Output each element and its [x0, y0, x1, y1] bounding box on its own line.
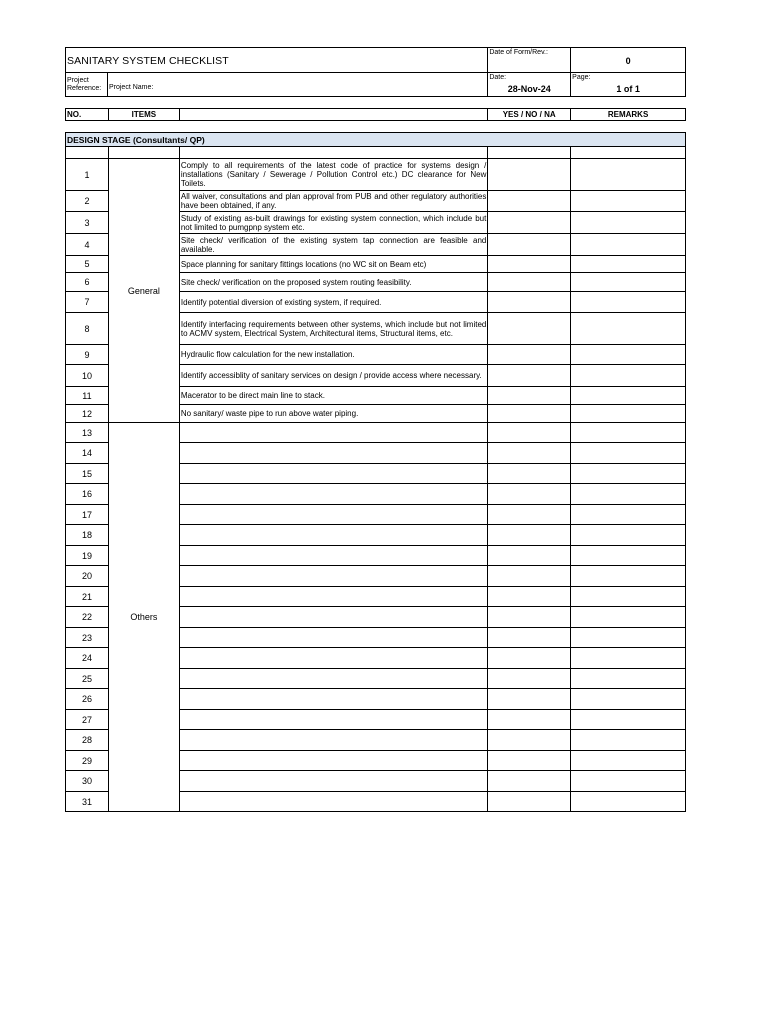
project-name-label: Project Name:: [108, 83, 154, 91]
date-of-form-label: Date of Form/Rev.:: [489, 49, 548, 56]
item-description: [179, 710, 488, 730]
row-number: 15: [66, 464, 109, 484]
row-number: 18: [66, 525, 109, 546]
item-description: [179, 423, 488, 443]
row-number: 6: [66, 273, 109, 292]
row-number: 24: [66, 648, 109, 669]
remarks-cell[interactable]: [571, 730, 686, 751]
yes-no-na-cell[interactable]: [488, 159, 571, 191]
remarks-cell[interactable]: [571, 273, 686, 292]
item-description: Site check/ verification on the proposed system routing feasibility.: [179, 273, 488, 292]
row-number: 5: [66, 256, 109, 273]
remarks-cell[interactable]: [571, 191, 686, 212]
column-header: [65, 108, 686, 121]
item-description: [179, 464, 488, 484]
yes-no-na-cell[interactable]: [488, 191, 571, 212]
date-of-form-cell: [488, 48, 571, 73]
yes-no-na-cell[interactable]: [488, 730, 571, 751]
item-description: No sanitary/ waste pipe to run above water piping.: [179, 405, 488, 423]
form-header: [65, 47, 686, 97]
row-number: 3: [66, 212, 109, 234]
item-description: [179, 628, 488, 648]
yes-no-na-cell[interactable]: [488, 546, 571, 566]
yes-no-na-cell[interactable]: [488, 256, 571, 273]
remarks-cell[interactable]: [571, 792, 686, 812]
item-description: Comply to all requirements of the latest code of practice for systems design / installations (Sanitary / Sewerage / Pollution Control etc.) DC clearance for New Toilets.: [179, 159, 488, 191]
checklist-table: [65, 132, 686, 812]
item-description: All waiver, consultations and plan approval from PUB and other regulatory authorities have been obtained, if any.: [180, 192, 487, 210]
yes-no-na-cell[interactable]: [488, 292, 571, 313]
yes-no-na-cell[interactable]: [488, 273, 571, 292]
item-description: [179, 525, 488, 546]
row-number: 9: [66, 345, 109, 365]
project-name-cell: [107, 73, 487, 97]
remarks-cell[interactable]: [571, 525, 686, 546]
remarks-cell[interactable]: [571, 710, 686, 730]
item-description: Space planning for sanitary fittings locations (no WC sit on Beam etc): [179, 256, 488, 273]
item-description: [179, 648, 488, 669]
item-description: [179, 484, 488, 505]
item-description: [179, 689, 488, 710]
row-number: 19: [66, 546, 109, 566]
row-number: 30: [66, 771, 109, 792]
col-items: ITEMS: [108, 109, 179, 121]
row-number: 1: [66, 159, 109, 191]
item-description: [179, 792, 488, 812]
row-number: 28: [66, 730, 109, 751]
yes-no-na-cell[interactable]: [488, 689, 571, 710]
yes-no-na-cell[interactable]: [488, 669, 571, 689]
page-cell: [571, 73, 686, 97]
yes-no-na-cell[interactable]: [488, 443, 571, 464]
yes-no-na-cell[interactable]: [488, 484, 571, 505]
remarks-cell[interactable]: [571, 159, 686, 191]
item-description: [179, 751, 488, 771]
remarks-cell[interactable]: [571, 365, 686, 387]
remarks-cell[interactable]: [571, 505, 686, 525]
group-others: Others: [108, 423, 179, 812]
row-number: 25: [66, 669, 109, 689]
item-description: Hydraulic flow calculation for the new installation.: [179, 345, 488, 365]
yes-no-na-cell[interactable]: [488, 423, 571, 443]
remarks-cell[interactable]: [571, 292, 686, 313]
item-description: Identify accessiblity of sanitary services on design / provide access where necessary.: [179, 365, 488, 387]
item-description: Macerator to be direct main line to stack.: [179, 387, 488, 405]
item-description: Identify potential diversion of existing system, if required.: [179, 292, 488, 313]
page-value: 1 of 1: [616, 84, 640, 94]
item-description: [179, 587, 488, 607]
row-number: 22: [66, 607, 109, 628]
yes-no-na-cell[interactable]: [488, 464, 571, 484]
remarks-cell[interactable]: [571, 689, 686, 710]
remarks-cell[interactable]: [571, 345, 686, 365]
row-number: 16: [66, 484, 109, 505]
checklist-row: [66, 423, 686, 443]
row-number: 13: [66, 423, 109, 443]
remarks-cell[interactable]: [571, 443, 686, 464]
row-number: 27: [66, 710, 109, 730]
item-description: [179, 546, 488, 566]
row-number: 26: [66, 689, 109, 710]
yes-no-na-cell[interactable]: [488, 587, 571, 607]
remarks-cell[interactable]: [571, 587, 686, 607]
yes-no-na-cell[interactable]: [488, 710, 571, 730]
remarks-cell[interactable]: [571, 387, 686, 405]
row-number: 17: [66, 505, 109, 525]
row-number: 7: [66, 292, 109, 313]
yes-no-na-cell[interactable]: [488, 505, 571, 525]
project-reference-label: Project Reference:: [67, 76, 102, 92]
col-remarks: REMARKS: [571, 109, 686, 121]
row-number: 8: [66, 313, 109, 345]
remarks-cell[interactable]: [571, 648, 686, 669]
row-number: 20: [66, 566, 109, 587]
remarks-cell[interactable]: [571, 313, 686, 345]
remarks-cell[interactable]: [571, 464, 686, 484]
item-description: [179, 607, 488, 628]
row-number: 11: [66, 387, 109, 405]
yes-no-na-cell[interactable]: [488, 648, 571, 669]
item-description: [179, 443, 488, 464]
col-no: NO.: [66, 109, 109, 121]
remarks-cell[interactable]: [571, 405, 686, 423]
row-number: 23: [66, 628, 109, 648]
yes-no-na-cell[interactable]: [488, 345, 571, 365]
form-title: SANITARY SYSTEM CHECKLIST: [67, 55, 229, 67]
row-number: 10: [66, 365, 109, 387]
remarks-cell[interactable]: [571, 212, 686, 234]
row-number: 14: [66, 443, 109, 464]
group-general: General: [108, 159, 179, 423]
item-description: [179, 566, 488, 587]
page-label: Page:: [572, 74, 591, 81]
col-items-desc: [179, 109, 487, 121]
item-description: Identify interfacing requirements between other systems, which include but not limited to ACMV system, Electrical System, Architectural items, Structural items, etc.: [179, 313, 488, 345]
yes-no-na-cell[interactable]: [488, 405, 571, 423]
row-number: 4: [66, 234, 109, 256]
date-label: Date:: [489, 74, 507, 81]
item-description: [179, 669, 488, 689]
item-description: Site check/ verification of the existing system tap connection are feasible and available.: [180, 235, 487, 254]
remarks-cell[interactable]: [571, 607, 686, 628]
yes-no-na-cell[interactable]: [488, 365, 571, 387]
project-reference-cell: [66, 73, 108, 97]
remarks-cell[interactable]: [571, 771, 686, 792]
yes-no-na-cell[interactable]: [488, 771, 571, 792]
remarks-cell[interactable]: [571, 256, 686, 273]
row-number: 12: [66, 405, 109, 423]
date-cell: [488, 73, 571, 97]
yes-no-na-cell[interactable]: [488, 234, 571, 256]
yes-no-na-cell[interactable]: [488, 313, 571, 345]
remarks-cell[interactable]: [571, 669, 686, 689]
row-number: 2: [66, 191, 109, 212]
item-description: [179, 730, 488, 751]
date-value: 28-Nov-24: [507, 84, 551, 94]
col-yes-no-na: YES / NO / NA: [488, 109, 571, 121]
revision-cell: [571, 48, 686, 73]
yes-no-na-cell[interactable]: [488, 387, 571, 405]
remarks-cell[interactable]: [571, 751, 686, 771]
yes-no-na-cell[interactable]: [488, 525, 571, 546]
item-description: Study of existing as-built drawings for existing system connection, which include but not limited to pumgpnp system etc.: [180, 213, 487, 232]
yes-no-na-cell[interactable]: [488, 566, 571, 587]
item-description: [179, 505, 488, 525]
yes-no-na-cell[interactable]: [488, 751, 571, 771]
row-number: 21: [66, 587, 109, 607]
remarks-cell[interactable]: [571, 628, 686, 648]
row-number: 31: [66, 792, 109, 812]
yes-no-na-cell[interactable]: [488, 212, 571, 234]
checklist-row: [66, 159, 686, 191]
remarks-cell[interactable]: [571, 234, 686, 256]
design-stage-heading: DESIGN STAGE (Consultants/ QP): [66, 133, 686, 147]
row-number: 29: [66, 751, 109, 771]
yes-no-na-cell[interactable]: [488, 607, 571, 628]
remarks-cell[interactable]: [571, 566, 686, 587]
remarks-cell[interactable]: [571, 423, 686, 443]
yes-no-na-cell[interactable]: [488, 792, 571, 812]
revision-value: 0: [625, 56, 631, 66]
item-description: [179, 771, 488, 792]
spacer-row: [66, 147, 686, 159]
remarks-cell[interactable]: [571, 484, 686, 505]
form-title-cell: [66, 48, 488, 73]
remarks-cell[interactable]: [571, 546, 686, 566]
yes-no-na-cell[interactable]: [488, 628, 571, 648]
